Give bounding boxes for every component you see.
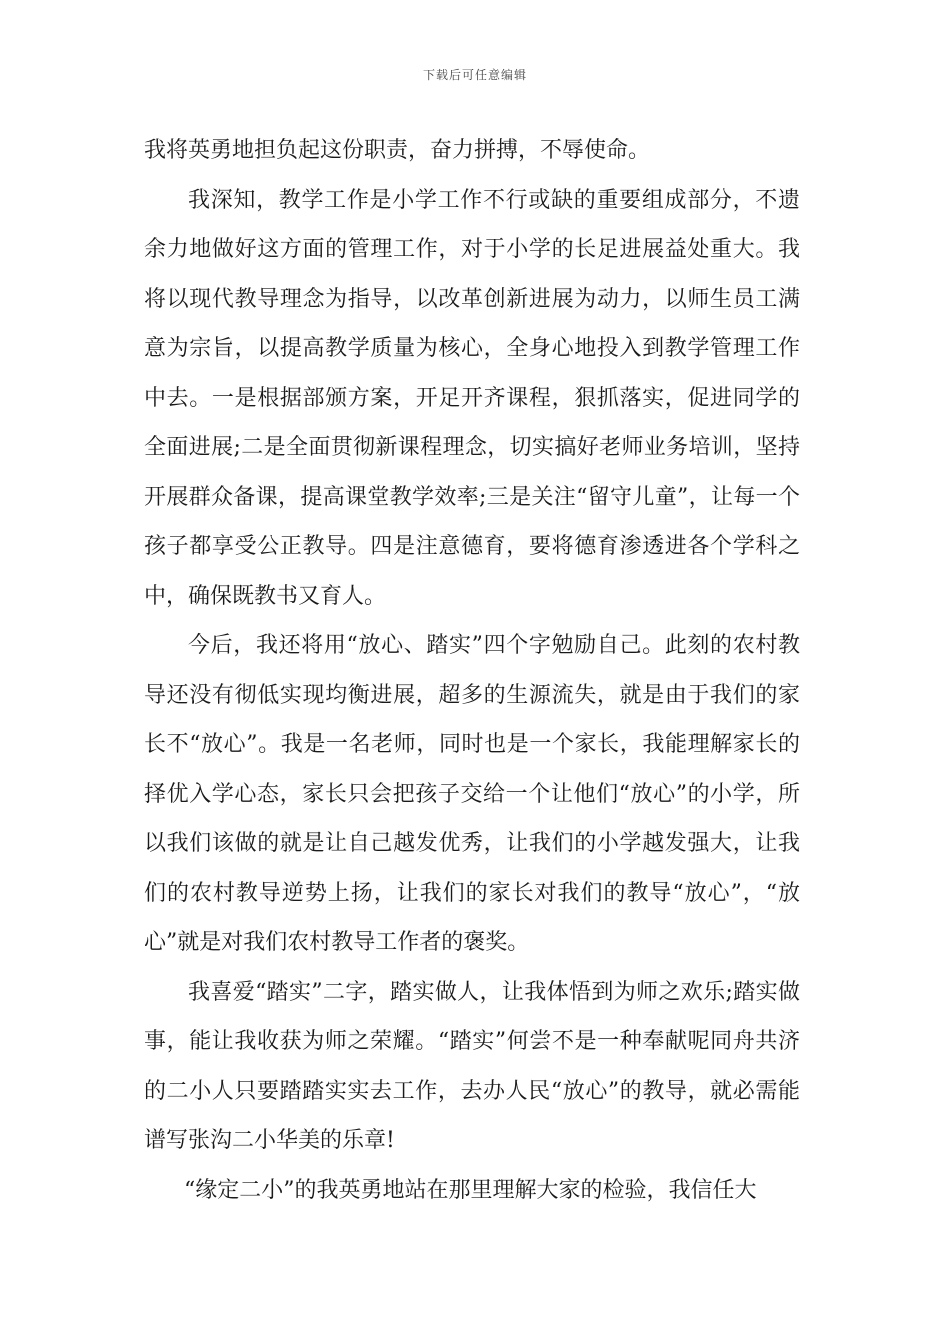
page-header: 下载后可任意编辑 bbox=[422, 68, 527, 82]
paragraph-2: 我深知，教学工作是小学工作不行或缺的重要组成部分，不遗余力地做好这方面的管理工作，对于小学的长足进展益处重大。我将以现代教导理念为指导，以改革创新进展为动力，以师生员工满意为宗旨，以提高教学质量为核心，全身心地投入到教学管理工作中去。一是根据部颁方案，开足开齐课程，狠抓落实，促进同学的全面进展;二是全面贯彻新课程理念，切实搞好老师业务培训，坚持开展群众备课，提高课堂教学效率;三是关注“留守儿童”，让每一个孩子都享受公正教导。四是注意德育，要将德育渗透进各个学科之中，确保既教书又育人。 bbox=[144, 187, 800, 609]
paragraph-1: 我将英勇地担负起这份职责，奋力拼搏，不辱使命。 bbox=[144, 138, 651, 163]
paragraph-4: 我喜爱“踏实”二字，踏实做人，让我体悟到为师之欢乐;踏实做事，能让我收获为师之荣耀。“踏实”何尝不是一种奉献呢同舟共济的二小人只要踏踏实实去工作，去办人民“放心”的教导，就必需能谱写张沟二小华美的乐章! bbox=[144, 979, 800, 1153]
document-body bbox=[144, 126, 800, 1215]
paragraph-3: 今后，我还将用“放心、踏实”四个字勉励自己。此刻的农村教导还没有彻低实现均衡进展，超多的生源流失，就是由于我们的家长不“放心”。我是一名老师，同时也是一个家长，我能理解家长的择优入学心态，家长只会把孩子交给一个让他们“放心”的小学，所以我们该做的就是让自己越发优秀，让我们的小学越发强大，让我们的农村教导逆势上扬，让我们的家长对我们的教导“放心”，“放心”就是对我们农村教导工作者的褒奖。 bbox=[144, 633, 800, 955]
paragraph-5: “缘定二小”的我英勇地站在那里理解大家的检验，我信任大 bbox=[184, 1177, 757, 1203]
